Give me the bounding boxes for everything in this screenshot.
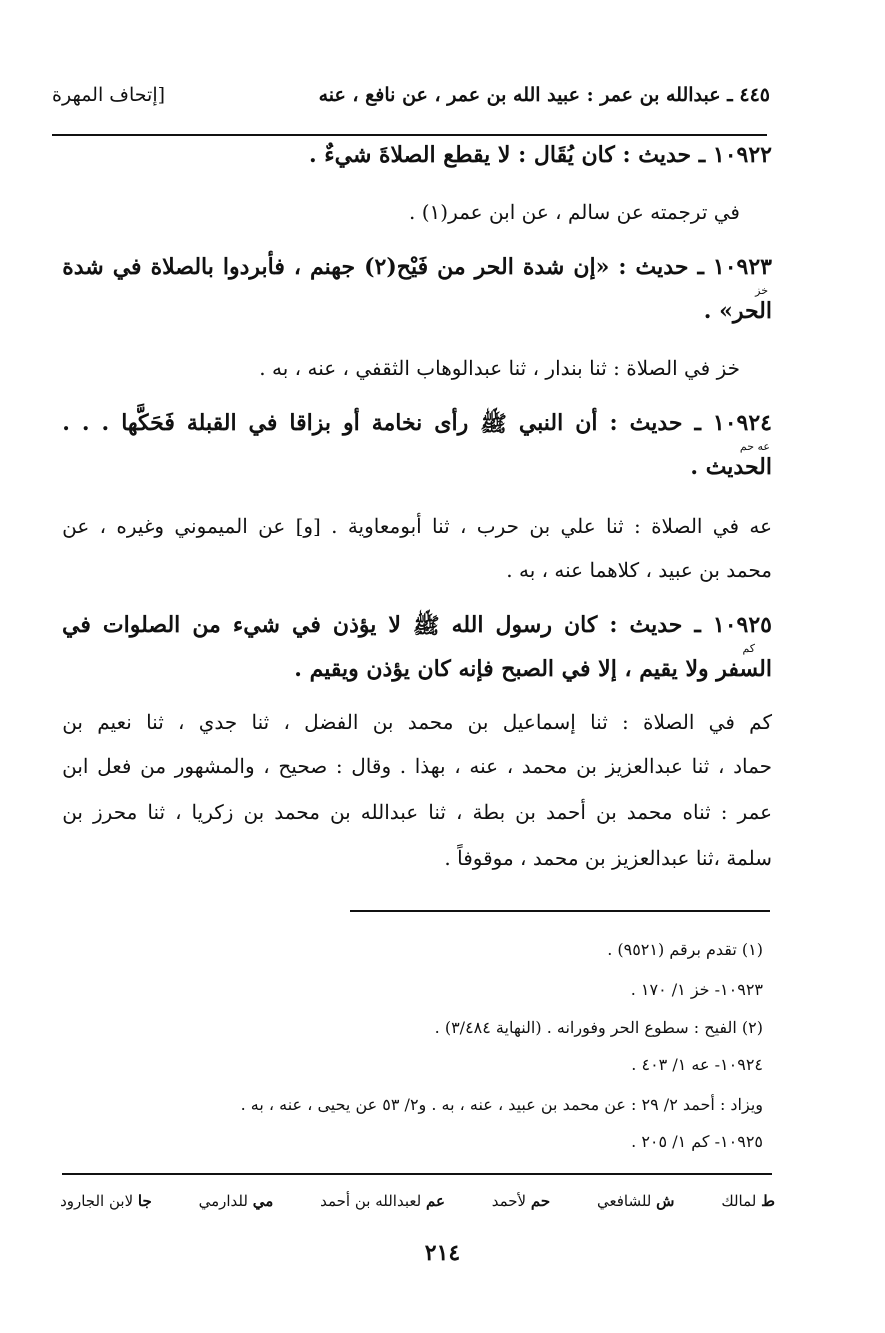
legend-item: حم لأحمد xyxy=(491,1192,551,1210)
running-title: ٤٤٥ ـ عبدالله بن عمر : عبيد الله بن عمر ، عن نافع ، عنه xyxy=(318,84,770,106)
footnote-4: ١٠٩٢٤- عه ١/ ٤٠٣ . xyxy=(631,1055,763,1074)
book-title: [إتحاف المهرة xyxy=(52,84,166,106)
hadith-heading-10924-line2: الحديث . xyxy=(690,454,772,480)
hadith-source-10924-line2: محمد بن عبيد ، كلاهما عنه ، به . xyxy=(506,558,772,582)
sigla-10924: عه حم xyxy=(739,440,770,453)
footnote-3: (٢) الفيح : سطوع الحر وفورانه . (النهاية ٣/٤٨٤) . xyxy=(434,1018,763,1037)
footnote-6: ١٠٩٢٥- كم ١/ ٢٠٥ . xyxy=(631,1132,763,1151)
footnote-rule xyxy=(350,910,770,912)
legend-item: مي للدارمي xyxy=(198,1192,274,1210)
legend-item: ط لمالك xyxy=(721,1192,775,1210)
footnote-2: ١٠٩٢٣- خز ١/ ١٧٠ . xyxy=(630,980,763,999)
footnote-5: ويزاد : أحمد ٢/ ٢٩ : عن محمد بن عبيد ، عنه ، به . و٢/ ٥٣ عن يحيى ، عنه ، به . xyxy=(240,1095,763,1114)
sigla-legend xyxy=(60,1192,775,1210)
hadith-source-10925-line3: عمر : ثناه محمد بن أحمد بن بطة ، ثنا عبدالله بن محمد بن زكريا ، ثنا محرز بن xyxy=(62,800,772,824)
hadith-source-10924-line1: عه في الصلاة : ثنا علي بن حرب ، ثنا أبومعاوية . [و] عن الميموني وغيره ، عن xyxy=(62,514,772,538)
legend-item: ش للشافعي xyxy=(596,1192,675,1210)
hadith-heading-10922: ١٠٩٢٢ ـ حديث : كان يُقَال : لا يقطع الصلاةَ شيءٌ . xyxy=(308,142,772,168)
hadith-heading-10925-line2: السفر ولا يقيم ، إلا في الصبح فإنه كان يؤذن ويقيم . xyxy=(294,656,772,682)
sigla-10923: خز xyxy=(755,284,768,297)
footnote-1: (١) تقدم برقم (٩٥٢١) . xyxy=(607,940,763,959)
hadith-heading-10923-line1: ١٠٩٢٣ ـ حديث : «إن شدة الحر من فَيْح(٢) جهنم ، فأبردوا بالصلاة في شدة xyxy=(62,254,772,280)
hadith-heading-10925-line1: ١٠٩٢٥ ـ حديث : كان رسول الله ﷺ لا يؤذن في شيء من الصلوات في xyxy=(62,612,772,639)
sigla-10925: كم xyxy=(742,642,755,655)
legend-item: عم لعبدالله بن أحمد xyxy=(320,1192,445,1210)
header-rule xyxy=(52,134,767,136)
hadith-source-10925-line4: سلمة ،ثنا عبدالعزيز بن محمد ، موقوفاً . xyxy=(444,846,772,870)
hadith-source-10925-line1: كم في الصلاة : ثنا إسماعيل بن محمد بن الفضل ، ثنا جدي ، ثنا نعيم بن xyxy=(62,710,772,734)
hadith-source-10922: في ترجمته عن سالم ، عن ابن عمر(١) . xyxy=(408,200,740,224)
legend-item: جا لابن الجارود xyxy=(60,1192,152,1210)
hadith-heading-10923-line2: الحر» . xyxy=(703,298,772,324)
hadith-source-10925-line2: حماد ، ثنا عبدالعزيز بن محمد ، عنه ، بهذا . وقال : صحيح ، والمشهور من فعل ابن xyxy=(62,754,772,778)
hadith-source-10923: خز في الصلاة : ثنا بندار ، ثنا عبدالوهاب الثقفي ، عنه ، به . xyxy=(259,356,740,380)
legend-rule xyxy=(62,1173,772,1175)
page-number: ٢١٤ xyxy=(424,1240,461,1266)
hadith-heading-10924-line1: ١٠٩٢٤ ـ حديث : أن النبي ﷺ رأى نخامة أو بزاقا في القبلة فَحَكَّها . . . xyxy=(62,410,772,437)
